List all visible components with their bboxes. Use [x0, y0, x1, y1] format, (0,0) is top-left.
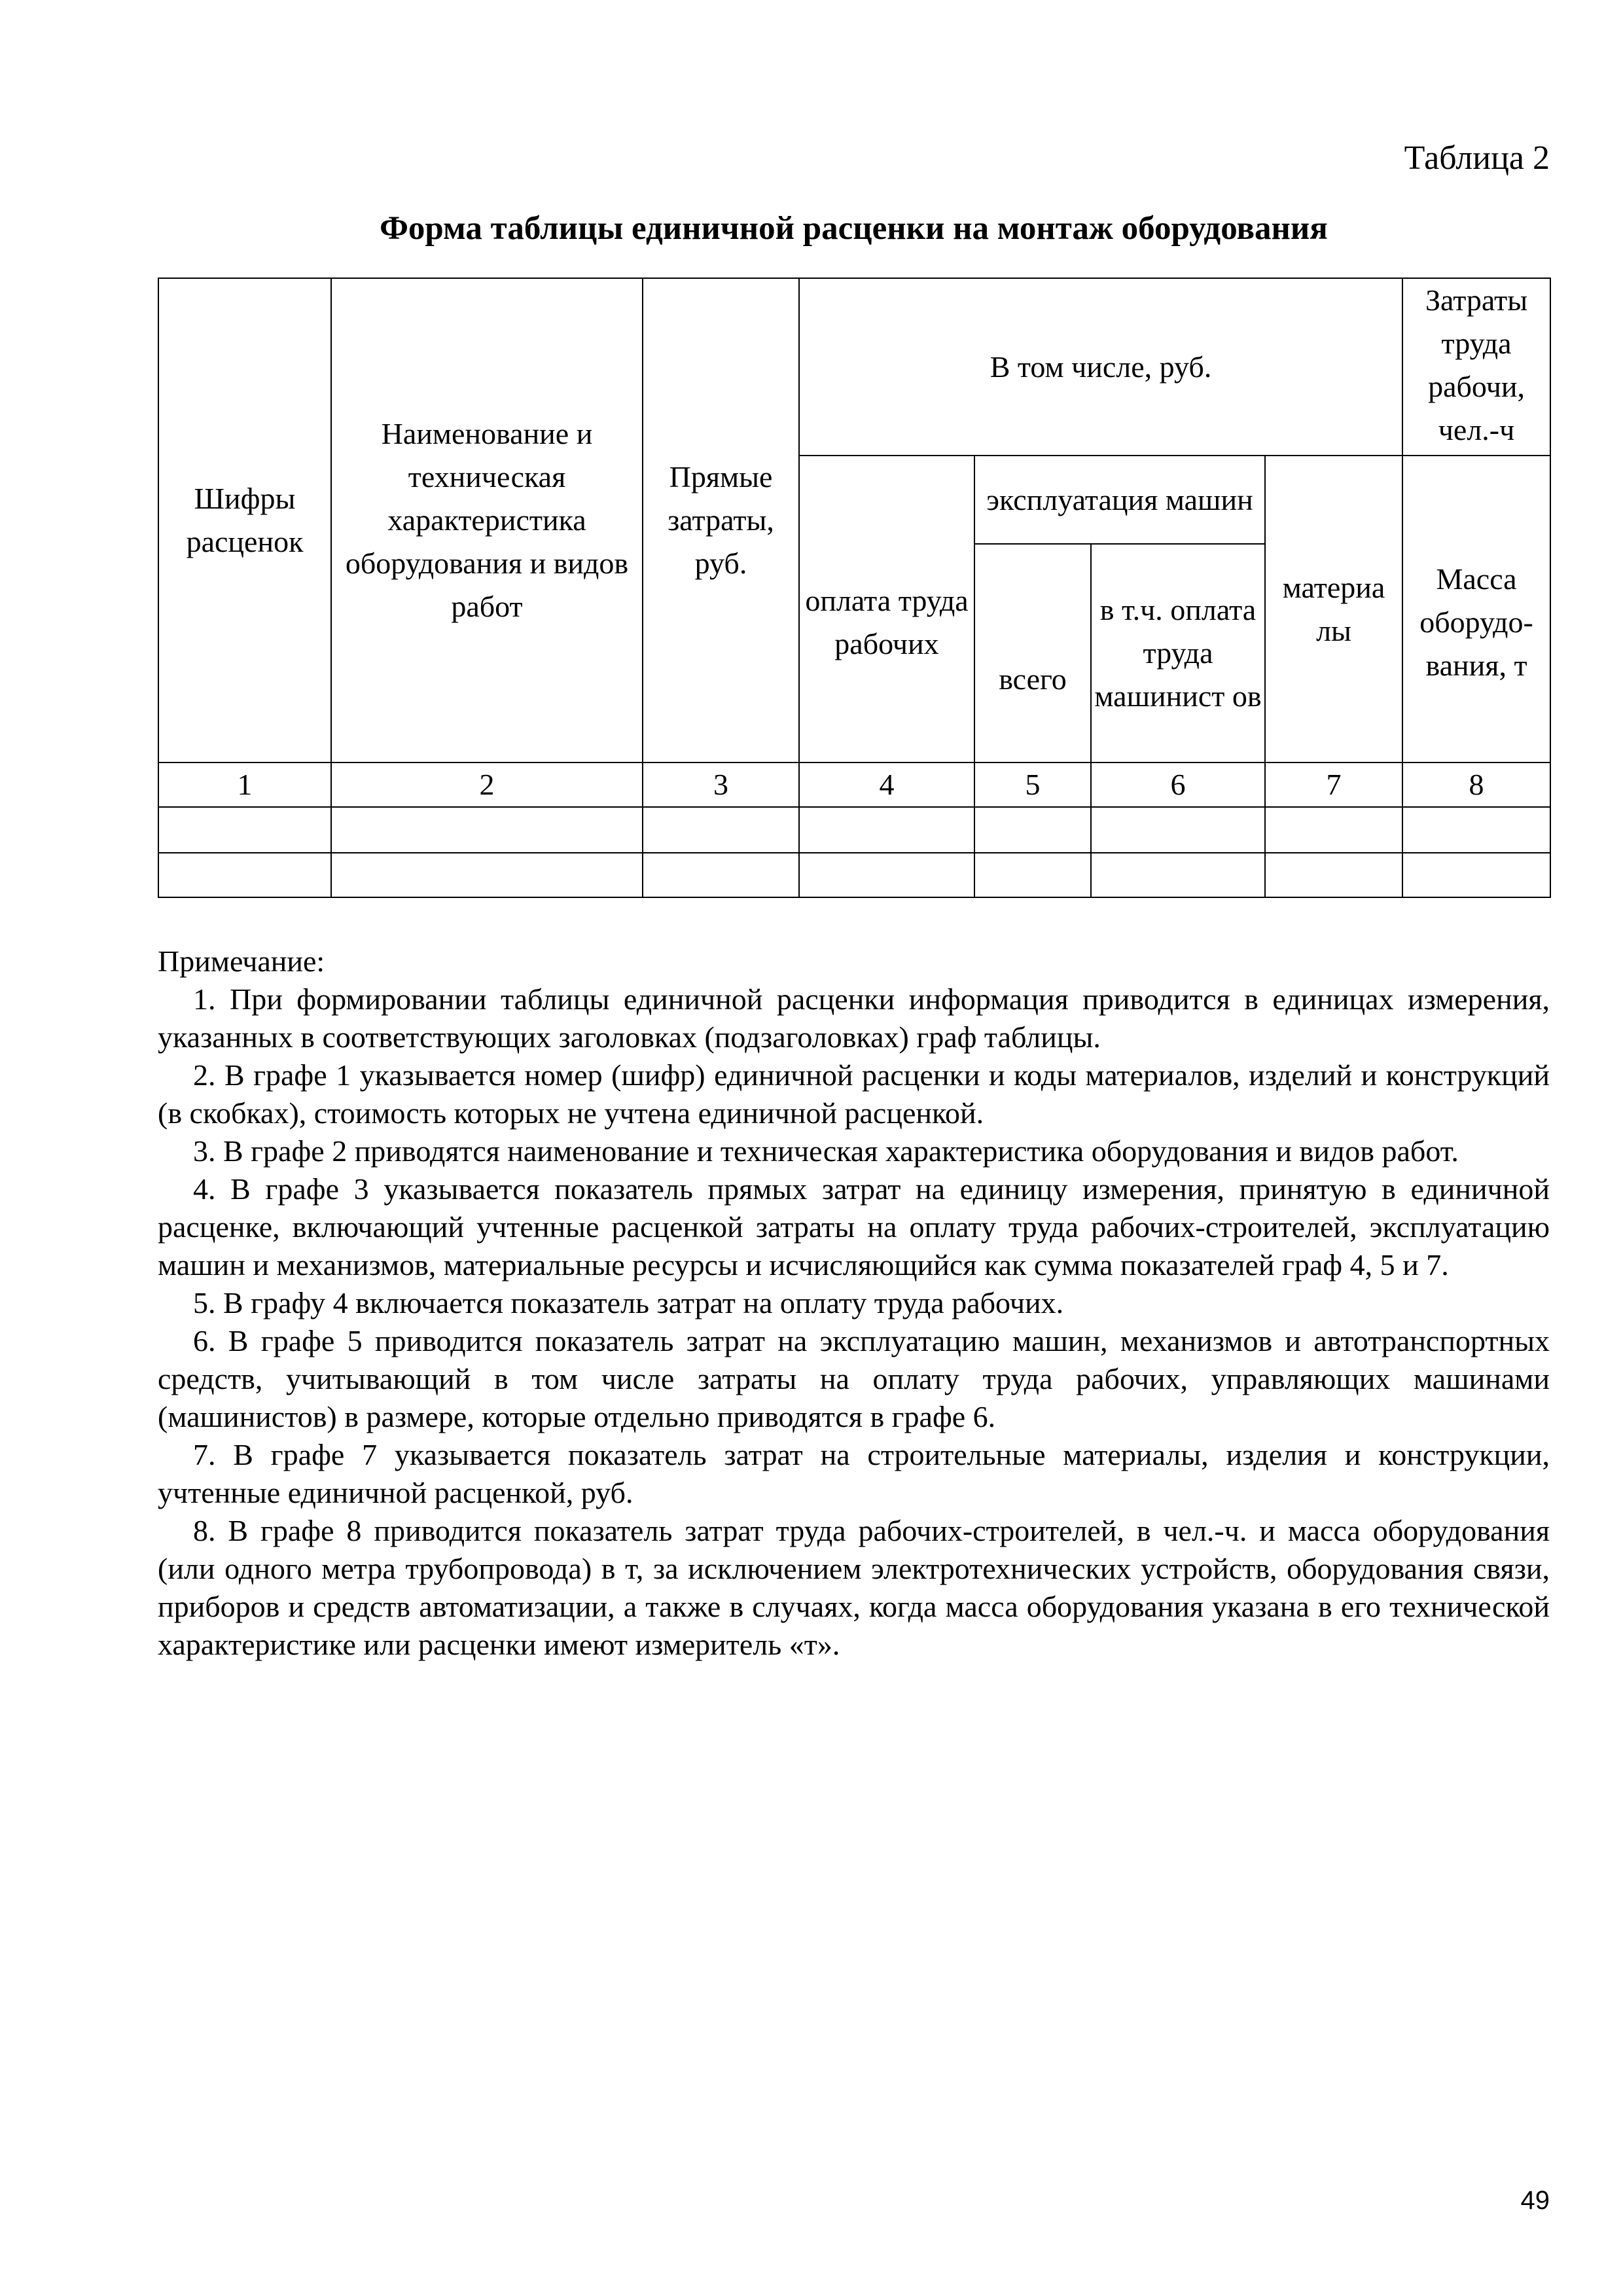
empty-cell: [1402, 807, 1550, 853]
header-operator-wages: в т.ч. оплата труда машинист ов: [1091, 544, 1265, 762]
page-number: 49: [1520, 2186, 1550, 2215]
empty-cell: [158, 807, 331, 853]
table-row: [158, 853, 1550, 897]
column-number: 7: [1265, 762, 1402, 807]
empty-cell: [974, 807, 1091, 853]
table-row: [158, 807, 1550, 853]
header-direct-costs: Прямые затраты, руб.: [643, 278, 799, 762]
note-item: 7. В графе 7 указывается показатель затрат на строительные материалы, изделия и конструкции, учтенные единичной расценкой, руб.: [158, 1438, 1550, 1509]
empty-cell: [643, 853, 799, 897]
note-item: 8. В графе 8 приводится показатель затрат труда рабочих-строителей, в чел.-ч. и масса оборудования (или одного метра трубопровода) в т, за исключением электротехнических устройств, оборудования связи, приборов и средств автоматизации, а также в случаях, когда масса оборудования указана в его технической характеристике или расценки имеют измеритель «т».: [158, 1514, 1550, 1661]
header-name: Наименование и техническая характеристика оборудования и видов работ: [331, 278, 643, 762]
notes: [158, 942, 1550, 1664]
empty-cell: [1402, 853, 1550, 897]
empty-cell: [1265, 853, 1402, 897]
header-machines: эксплуатация машин: [974, 456, 1265, 544]
empty-cell: [158, 853, 331, 897]
empty-cell: [331, 807, 643, 853]
empty-cell: [799, 853, 974, 897]
header-mass: Масса оборудо-вания, т: [1402, 456, 1550, 762]
empty-cell: [1265, 807, 1402, 853]
note-item: 3. В графе 2 приводятся наименование и техническая характеристика оборудования и видов работ.: [193, 1134, 1459, 1168]
column-number: 8: [1402, 762, 1550, 807]
table-number: Таблица 2: [1404, 139, 1550, 177]
notes-heading: Примечание:: [158, 944, 325, 978]
empty-cell: [974, 853, 1091, 897]
document-title: Форма таблицы единичной расценки на монтаж оборудования: [380, 210, 1328, 247]
column-number: 6: [1091, 762, 1265, 807]
header-wages: оплата труда рабочих: [799, 456, 974, 762]
note-item: 6. В графе 5 приводится показатель затрат на эксплуатацию машин, механизмов и автотранспортных средств, учитывающий в том числе затраты на оплату труда рабочих, управляющих машинами (машинистов) в размере, которые отдельно приводятся в графе 6.: [158, 1324, 1550, 1433]
column-number: 4: [799, 762, 974, 807]
note-item: 4. В графе 3 указывается показатель прямых затрат на единицу измерения, принятую в единичной расценке, включающий учтенные расценкой затраты на оплату труда рабочих-строителей, эксплуатацию машин и механизмов, материальные ресурсы и исчисляющийся как сумма показателей граф 4, 5 и 7.: [158, 1172, 1550, 1282]
column-number: 3: [643, 762, 799, 807]
note-item: 1. При формировании таблицы единичной расценки информация приводится в единицах измерения, указанных в соответствующих заголовках (подзаголовках) граф таблицы.: [158, 982, 1550, 1054]
column-number: 1: [158, 762, 331, 807]
header-total: всего: [974, 544, 1091, 762]
unit-rate-table: [158, 278, 1551, 898]
empty-cell: [799, 807, 974, 853]
header-including: В том числе, руб.: [799, 278, 1402, 456]
column-number: 2: [331, 762, 643, 807]
empty-cell: [331, 853, 643, 897]
empty-cell: [1091, 807, 1265, 853]
note-item: 5. В графу 4 включается показатель затрат на оплату труда рабочих.: [193, 1286, 1064, 1319]
empty-cell: [643, 807, 799, 853]
header-materials: материа лы: [1265, 456, 1402, 762]
column-number: 5: [974, 762, 1091, 807]
empty-cell: [1091, 853, 1265, 897]
note-item: 2. В графе 1 указывается номер (шифр) единичной расценки и коды материалов, изделий и конструкций (в скобках), стоимость которых не учтена единичной расценкой.: [158, 1058, 1550, 1130]
header-labor-costs: Затраты труда рабочи, чел.-ч: [1402, 278, 1550, 456]
header-codes: Шифры расценок: [158, 278, 331, 762]
